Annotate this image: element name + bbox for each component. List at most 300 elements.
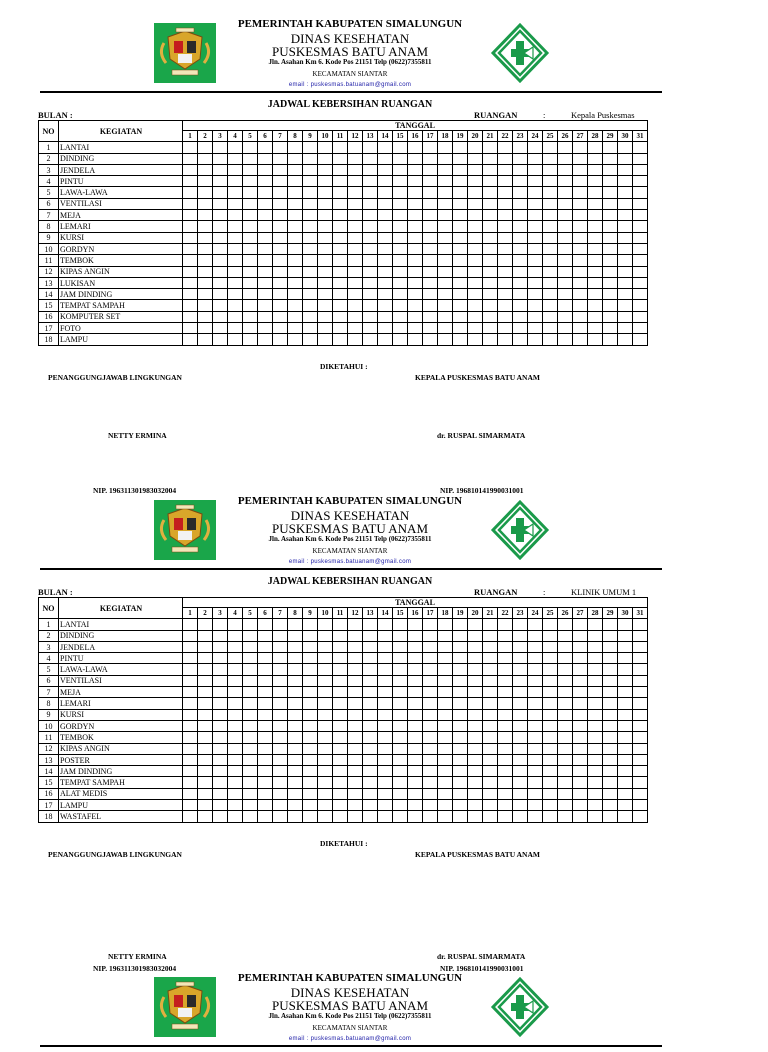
schedule-cell[interactable] <box>618 334 633 345</box>
schedule-cell[interactable] <box>618 777 633 788</box>
schedule-cell[interactable] <box>438 142 453 153</box>
schedule-cell[interactable] <box>558 334 573 345</box>
schedule-cell[interactable] <box>318 289 333 300</box>
schedule-cell[interactable] <box>318 232 333 243</box>
schedule-cell[interactable] <box>348 743 363 754</box>
schedule-cell[interactable] <box>318 811 333 822</box>
schedule-cell[interactable] <box>573 664 588 675</box>
schedule-cell[interactable] <box>468 142 483 153</box>
schedule-cell[interactable] <box>573 788 588 799</box>
schedule-cell[interactable] <box>633 720 648 731</box>
schedule-cell[interactable] <box>198 777 213 788</box>
schedule-cell[interactable] <box>243 255 258 266</box>
schedule-cell[interactable] <box>483 653 498 664</box>
schedule-cell[interactable] <box>543 653 558 664</box>
schedule-cell[interactable] <box>348 800 363 811</box>
schedule-cell[interactable] <box>618 754 633 765</box>
schedule-cell[interactable] <box>408 720 423 731</box>
schedule-cell[interactable] <box>468 323 483 334</box>
schedule-cell[interactable] <box>513 221 528 232</box>
schedule-cell[interactable] <box>483 232 498 243</box>
schedule-cell[interactable] <box>258 653 273 664</box>
schedule-cell[interactable] <box>183 653 198 664</box>
schedule-cell[interactable] <box>273 232 288 243</box>
schedule-cell[interactable] <box>318 255 333 266</box>
schedule-cell[interactable] <box>228 630 243 641</box>
schedule-cell[interactable] <box>318 800 333 811</box>
schedule-cell[interactable] <box>483 311 498 322</box>
schedule-cell[interactable] <box>633 754 648 765</box>
schedule-cell[interactable] <box>438 153 453 164</box>
schedule-cell[interactable] <box>423 619 438 630</box>
schedule-cell[interactable] <box>453 766 468 777</box>
schedule-cell[interactable] <box>498 311 513 322</box>
schedule-cell[interactable] <box>408 176 423 187</box>
schedule-cell[interactable] <box>393 641 408 652</box>
schedule-cell[interactable] <box>258 334 273 345</box>
schedule-cell[interactable] <box>468 176 483 187</box>
schedule-cell[interactable] <box>438 300 453 311</box>
schedule-cell[interactable] <box>198 698 213 709</box>
schedule-cell[interactable] <box>438 732 453 743</box>
schedule-cell[interactable] <box>213 800 228 811</box>
schedule-cell[interactable] <box>348 289 363 300</box>
schedule-cell[interactable] <box>558 164 573 175</box>
schedule-cell[interactable] <box>573 334 588 345</box>
schedule-cell[interactable] <box>483 334 498 345</box>
schedule-cell[interactable] <box>543 698 558 709</box>
schedule-cell[interactable] <box>603 323 618 334</box>
schedule-cell[interactable] <box>198 323 213 334</box>
schedule-cell[interactable] <box>363 687 378 698</box>
schedule-cell[interactable] <box>453 255 468 266</box>
schedule-cell[interactable] <box>393 687 408 698</box>
schedule-cell[interactable] <box>408 664 423 675</box>
schedule-cell[interactable] <box>423 766 438 777</box>
schedule-cell[interactable] <box>588 687 603 698</box>
schedule-cell[interactable] <box>408 198 423 209</box>
schedule-cell[interactable] <box>183 142 198 153</box>
schedule-cell[interactable] <box>243 232 258 243</box>
schedule-cell[interactable] <box>408 687 423 698</box>
schedule-cell[interactable] <box>438 687 453 698</box>
schedule-cell[interactable] <box>468 630 483 641</box>
schedule-cell[interactable] <box>603 277 618 288</box>
schedule-cell[interactable] <box>363 300 378 311</box>
schedule-cell[interactable] <box>573 277 588 288</box>
schedule-cell[interactable] <box>273 198 288 209</box>
schedule-cell[interactable] <box>228 641 243 652</box>
schedule-cell[interactable] <box>213 619 228 630</box>
schedule-cell[interactable] <box>183 766 198 777</box>
schedule-cell[interactable] <box>453 698 468 709</box>
schedule-cell[interactable] <box>228 300 243 311</box>
schedule-cell[interactable] <box>408 323 423 334</box>
schedule-cell[interactable] <box>528 788 543 799</box>
schedule-cell[interactable] <box>288 777 303 788</box>
schedule-cell[interactable] <box>378 266 393 277</box>
schedule-cell[interactable] <box>408 732 423 743</box>
schedule-cell[interactable] <box>468 698 483 709</box>
schedule-cell[interactable] <box>198 232 213 243</box>
schedule-cell[interactable] <box>348 653 363 664</box>
schedule-cell[interactable] <box>228 698 243 709</box>
schedule-cell[interactable] <box>213 709 228 720</box>
schedule-cell[interactable] <box>483 198 498 209</box>
schedule-cell[interactable] <box>303 732 318 743</box>
schedule-cell[interactable] <box>573 153 588 164</box>
schedule-cell[interactable] <box>453 142 468 153</box>
schedule-cell[interactable] <box>558 788 573 799</box>
schedule-cell[interactable] <box>333 221 348 232</box>
schedule-cell[interactable] <box>243 300 258 311</box>
schedule-cell[interactable] <box>288 255 303 266</box>
schedule-cell[interactable] <box>213 777 228 788</box>
schedule-cell[interactable] <box>453 243 468 254</box>
schedule-cell[interactable] <box>288 266 303 277</box>
schedule-cell[interactable] <box>528 675 543 686</box>
schedule-cell[interactable] <box>513 630 528 641</box>
schedule-cell[interactable] <box>498 698 513 709</box>
schedule-cell[interactable] <box>258 709 273 720</box>
schedule-cell[interactable] <box>513 153 528 164</box>
schedule-cell[interactable] <box>363 176 378 187</box>
schedule-cell[interactable] <box>588 675 603 686</box>
schedule-cell[interactable] <box>588 777 603 788</box>
schedule-cell[interactable] <box>288 675 303 686</box>
schedule-cell[interactable] <box>438 630 453 641</box>
schedule-cell[interactable] <box>348 641 363 652</box>
schedule-cell[interactable] <box>618 630 633 641</box>
schedule-cell[interactable] <box>588 788 603 799</box>
schedule-cell[interactable] <box>213 675 228 686</box>
schedule-cell[interactable] <box>453 289 468 300</box>
schedule-cell[interactable] <box>603 232 618 243</box>
schedule-cell[interactable] <box>378 164 393 175</box>
schedule-cell[interactable] <box>573 266 588 277</box>
schedule-cell[interactable] <box>423 153 438 164</box>
schedule-cell[interactable] <box>183 311 198 322</box>
schedule-cell[interactable] <box>423 777 438 788</box>
schedule-cell[interactable] <box>243 630 258 641</box>
schedule-cell[interactable] <box>633 277 648 288</box>
schedule-cell[interactable] <box>453 187 468 198</box>
schedule-cell[interactable] <box>243 266 258 277</box>
schedule-cell[interactable] <box>573 255 588 266</box>
schedule-cell[interactable] <box>243 720 258 731</box>
schedule-cell[interactable] <box>288 142 303 153</box>
schedule-cell[interactable] <box>228 164 243 175</box>
schedule-cell[interactable] <box>468 187 483 198</box>
schedule-cell[interactable] <box>543 334 558 345</box>
schedule-cell[interactable] <box>558 720 573 731</box>
schedule-cell[interactable] <box>273 255 288 266</box>
schedule-cell[interactable] <box>543 788 558 799</box>
schedule-cell[interactable] <box>288 619 303 630</box>
schedule-cell[interactable] <box>303 766 318 777</box>
schedule-cell[interactable] <box>543 221 558 232</box>
schedule-cell[interactable] <box>378 334 393 345</box>
schedule-cell[interactable] <box>438 800 453 811</box>
schedule-cell[interactable] <box>363 323 378 334</box>
schedule-cell[interactable] <box>378 732 393 743</box>
schedule-cell[interactable] <box>483 176 498 187</box>
schedule-cell[interactable] <box>303 243 318 254</box>
schedule-cell[interactable] <box>453 754 468 765</box>
schedule-cell[interactable] <box>333 641 348 652</box>
schedule-cell[interactable] <box>378 277 393 288</box>
schedule-cell[interactable] <box>318 720 333 731</box>
schedule-cell[interactable] <box>183 630 198 641</box>
schedule-cell[interactable] <box>423 187 438 198</box>
schedule-cell[interactable] <box>363 221 378 232</box>
schedule-cell[interactable] <box>468 232 483 243</box>
schedule-cell[interactable] <box>453 653 468 664</box>
schedule-cell[interactable] <box>198 675 213 686</box>
schedule-cell[interactable] <box>213 811 228 822</box>
schedule-cell[interactable] <box>468 243 483 254</box>
schedule-cell[interactable] <box>198 720 213 731</box>
schedule-cell[interactable] <box>438 709 453 720</box>
schedule-cell[interactable] <box>303 232 318 243</box>
schedule-cell[interactable] <box>528 255 543 266</box>
schedule-cell[interactable] <box>213 210 228 221</box>
schedule-cell[interactable] <box>618 664 633 675</box>
schedule-cell[interactable] <box>213 653 228 664</box>
schedule-cell[interactable] <box>303 709 318 720</box>
schedule-cell[interactable] <box>483 210 498 221</box>
schedule-cell[interactable] <box>543 754 558 765</box>
schedule-cell[interactable] <box>378 743 393 754</box>
schedule-cell[interactable] <box>273 153 288 164</box>
schedule-cell[interactable] <box>303 255 318 266</box>
schedule-cell[interactable] <box>588 811 603 822</box>
schedule-cell[interactable] <box>483 323 498 334</box>
schedule-cell[interactable] <box>228 334 243 345</box>
schedule-cell[interactable] <box>468 777 483 788</box>
schedule-cell[interactable] <box>453 334 468 345</box>
schedule-cell[interactable] <box>213 221 228 232</box>
schedule-cell[interactable] <box>378 300 393 311</box>
schedule-cell[interactable] <box>363 766 378 777</box>
schedule-cell[interactable] <box>423 675 438 686</box>
schedule-cell[interactable] <box>288 732 303 743</box>
schedule-cell[interactable] <box>213 766 228 777</box>
schedule-cell[interactable] <box>243 743 258 754</box>
schedule-cell[interactable] <box>333 300 348 311</box>
schedule-cell[interactable] <box>558 687 573 698</box>
schedule-cell[interactable] <box>288 187 303 198</box>
schedule-cell[interactable] <box>393 221 408 232</box>
schedule-cell[interactable] <box>453 675 468 686</box>
schedule-cell[interactable] <box>303 289 318 300</box>
schedule-cell[interactable] <box>483 811 498 822</box>
schedule-cell[interactable] <box>228 232 243 243</box>
schedule-cell[interactable] <box>423 334 438 345</box>
schedule-cell[interactable] <box>603 641 618 652</box>
schedule-cell[interactable] <box>333 675 348 686</box>
schedule-cell[interactable] <box>438 664 453 675</box>
schedule-cell[interactable] <box>528 777 543 788</box>
schedule-cell[interactable] <box>228 743 243 754</box>
schedule-cell[interactable] <box>183 323 198 334</box>
schedule-cell[interactable] <box>378 698 393 709</box>
schedule-cell[interactable] <box>558 743 573 754</box>
schedule-cell[interactable] <box>498 766 513 777</box>
schedule-cell[interactable] <box>618 187 633 198</box>
schedule-cell[interactable] <box>333 176 348 187</box>
schedule-cell[interactable] <box>198 142 213 153</box>
schedule-cell[interactable] <box>363 709 378 720</box>
schedule-cell[interactable] <box>483 732 498 743</box>
schedule-cell[interactable] <box>558 732 573 743</box>
schedule-cell[interactable] <box>633 743 648 754</box>
schedule-cell[interactable] <box>453 198 468 209</box>
schedule-cell[interactable] <box>543 277 558 288</box>
schedule-cell[interactable] <box>258 641 273 652</box>
schedule-cell[interactable] <box>273 300 288 311</box>
schedule-cell[interactable] <box>468 709 483 720</box>
schedule-cell[interactable] <box>318 687 333 698</box>
schedule-cell[interactable] <box>558 641 573 652</box>
schedule-cell[interactable] <box>198 300 213 311</box>
schedule-cell[interactable] <box>213 698 228 709</box>
schedule-cell[interactable] <box>393 142 408 153</box>
schedule-cell[interactable] <box>513 777 528 788</box>
schedule-cell[interactable] <box>363 788 378 799</box>
schedule-cell[interactable] <box>588 334 603 345</box>
schedule-cell[interactable] <box>558 709 573 720</box>
schedule-cell[interactable] <box>513 754 528 765</box>
schedule-cell[interactable] <box>258 664 273 675</box>
schedule-cell[interactable] <box>468 164 483 175</box>
schedule-cell[interactable] <box>573 176 588 187</box>
schedule-cell[interactable] <box>453 210 468 221</box>
schedule-cell[interactable] <box>513 164 528 175</box>
schedule-cell[interactable] <box>318 777 333 788</box>
schedule-cell[interactable] <box>438 323 453 334</box>
schedule-cell[interactable] <box>513 277 528 288</box>
schedule-cell[interactable] <box>513 720 528 731</box>
schedule-cell[interactable] <box>243 754 258 765</box>
schedule-cell[interactable] <box>603 619 618 630</box>
schedule-cell[interactable] <box>618 289 633 300</box>
schedule-cell[interactable] <box>258 255 273 266</box>
schedule-cell[interactable] <box>633 164 648 175</box>
schedule-cell[interactable] <box>183 664 198 675</box>
schedule-cell[interactable] <box>498 619 513 630</box>
schedule-cell[interactable] <box>408 243 423 254</box>
schedule-cell[interactable] <box>363 732 378 743</box>
schedule-cell[interactable] <box>468 289 483 300</box>
schedule-cell[interactable] <box>438 788 453 799</box>
schedule-cell[interactable] <box>273 311 288 322</box>
schedule-cell[interactable] <box>468 334 483 345</box>
schedule-cell[interactable] <box>318 754 333 765</box>
schedule-cell[interactable] <box>423 164 438 175</box>
schedule-cell[interactable] <box>498 800 513 811</box>
schedule-cell[interactable] <box>243 243 258 254</box>
schedule-cell[interactable] <box>588 743 603 754</box>
schedule-cell[interactable] <box>513 255 528 266</box>
schedule-cell[interactable] <box>498 720 513 731</box>
schedule-cell[interactable] <box>393 811 408 822</box>
schedule-cell[interactable] <box>438 720 453 731</box>
schedule-cell[interactable] <box>603 243 618 254</box>
schedule-cell[interactable] <box>498 675 513 686</box>
schedule-cell[interactable] <box>273 732 288 743</box>
schedule-cell[interactable] <box>513 641 528 652</box>
schedule-cell[interactable] <box>468 153 483 164</box>
schedule-cell[interactable] <box>348 266 363 277</box>
schedule-cell[interactable] <box>408 277 423 288</box>
schedule-cell[interactable] <box>468 300 483 311</box>
schedule-cell[interactable] <box>348 164 363 175</box>
schedule-cell[interactable] <box>513 811 528 822</box>
schedule-cell[interactable] <box>543 300 558 311</box>
schedule-cell[interactable] <box>453 687 468 698</box>
schedule-cell[interactable] <box>633 709 648 720</box>
schedule-cell[interactable] <box>228 732 243 743</box>
schedule-cell[interactable] <box>528 187 543 198</box>
schedule-cell[interactable] <box>423 788 438 799</box>
schedule-cell[interactable] <box>363 811 378 822</box>
schedule-cell[interactable] <box>453 323 468 334</box>
schedule-cell[interactable] <box>573 232 588 243</box>
schedule-cell[interactable] <box>243 334 258 345</box>
schedule-cell[interactable] <box>513 266 528 277</box>
schedule-cell[interactable] <box>468 720 483 731</box>
schedule-cell[interactable] <box>528 164 543 175</box>
schedule-cell[interactable] <box>363 311 378 322</box>
schedule-cell[interactable] <box>573 221 588 232</box>
schedule-cell[interactable] <box>273 675 288 686</box>
schedule-cell[interactable] <box>513 289 528 300</box>
schedule-cell[interactable] <box>633 232 648 243</box>
schedule-cell[interactable] <box>408 289 423 300</box>
schedule-cell[interactable] <box>513 653 528 664</box>
schedule-cell[interactable] <box>603 675 618 686</box>
schedule-cell[interactable] <box>378 619 393 630</box>
schedule-cell[interactable] <box>573 300 588 311</box>
schedule-cell[interactable] <box>243 709 258 720</box>
schedule-cell[interactable] <box>498 232 513 243</box>
schedule-cell[interactable] <box>438 311 453 322</box>
schedule-cell[interactable] <box>573 164 588 175</box>
schedule-cell[interactable] <box>348 277 363 288</box>
schedule-cell[interactable] <box>438 289 453 300</box>
schedule-cell[interactable] <box>558 300 573 311</box>
schedule-cell[interactable] <box>333 198 348 209</box>
schedule-cell[interactable] <box>588 255 603 266</box>
schedule-cell[interactable] <box>348 675 363 686</box>
schedule-cell[interactable] <box>243 732 258 743</box>
schedule-cell[interactable] <box>453 619 468 630</box>
schedule-cell[interactable] <box>633 243 648 254</box>
schedule-cell[interactable] <box>468 198 483 209</box>
schedule-cell[interactable] <box>468 687 483 698</box>
schedule-cell[interactable] <box>318 187 333 198</box>
schedule-cell[interactable] <box>453 720 468 731</box>
schedule-cell[interactable] <box>318 277 333 288</box>
schedule-cell[interactable] <box>348 334 363 345</box>
schedule-cell[interactable] <box>498 653 513 664</box>
schedule-cell[interactable] <box>243 619 258 630</box>
schedule-cell[interactable] <box>423 323 438 334</box>
schedule-cell[interactable] <box>393 289 408 300</box>
schedule-cell[interactable] <box>423 811 438 822</box>
schedule-cell[interactable] <box>288 788 303 799</box>
